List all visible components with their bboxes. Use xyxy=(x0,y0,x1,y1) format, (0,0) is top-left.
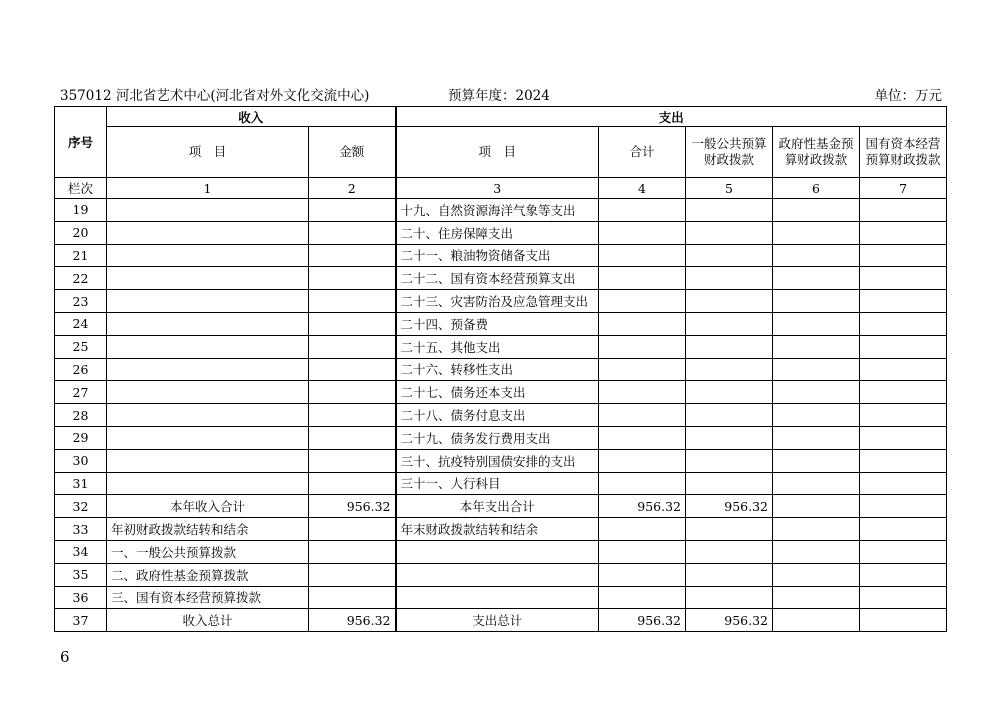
row-state-capital xyxy=(860,426,947,449)
row-income-amount xyxy=(309,449,396,472)
index-num: 3 xyxy=(396,178,599,199)
row-income-item: 收入总计 xyxy=(107,609,309,632)
row-seq: 26 xyxy=(55,358,107,381)
row-income-amount xyxy=(309,244,396,267)
table-row xyxy=(55,404,947,427)
table-row xyxy=(55,518,947,541)
row-income-item: 二、政府性基金预算拨款 xyxy=(107,563,309,586)
row-gov-fund xyxy=(773,199,860,222)
row-general-budget xyxy=(686,426,773,449)
row-income-amount xyxy=(309,267,396,290)
row-general-budget: 956.32 xyxy=(686,609,773,632)
row-expense-total: 956.32 xyxy=(599,495,686,518)
table-row xyxy=(55,312,947,335)
row-income-item xyxy=(107,358,309,381)
row-seq: 34 xyxy=(55,540,107,563)
row-seq: 28 xyxy=(55,404,107,427)
row-general-budget: 956.32 xyxy=(686,495,773,518)
row-income-item: 本年收入合计 xyxy=(107,495,309,518)
row-state-capital xyxy=(860,312,947,335)
unit-label: 单位：万元 xyxy=(874,88,942,104)
row-expense-total xyxy=(599,290,686,313)
row-state-capital xyxy=(860,449,947,472)
row-gov-fund xyxy=(773,381,860,404)
row-expense-total xyxy=(599,586,686,609)
index-label: 栏次 xyxy=(55,178,107,199)
row-income-item xyxy=(107,335,309,358)
index-num: 2 xyxy=(309,178,396,199)
row-state-capital xyxy=(860,586,947,609)
row-general-budget xyxy=(686,358,773,381)
row-expense-total xyxy=(599,221,686,244)
col-expense-total-header: 合计 xyxy=(599,127,686,178)
index-num: 1 xyxy=(107,178,309,199)
organization-name: 357012 河北省艺术中心(河北省对外文化交流中心) xyxy=(60,88,370,104)
row-state-capital xyxy=(860,518,947,541)
row-seq: 35 xyxy=(55,563,107,586)
row-expense-total xyxy=(599,381,686,404)
row-state-capital xyxy=(860,609,947,632)
row-general-budget xyxy=(686,404,773,427)
budget-year: 预算年度：2024 xyxy=(448,88,550,104)
row-state-capital xyxy=(860,404,947,427)
row-income-amount xyxy=(309,312,396,335)
row-expense-item: 支出总计 xyxy=(396,609,599,632)
row-expense-total: 956.32 xyxy=(599,609,686,632)
row-state-capital xyxy=(860,244,947,267)
row-income-item xyxy=(107,221,309,244)
budget-table xyxy=(54,106,947,632)
row-state-capital xyxy=(860,335,947,358)
col-gov-fund-header: 政府性基金预算财政拨款 xyxy=(773,127,860,178)
row-gov-fund xyxy=(773,609,860,632)
row-expense-item: 年末财政拨款结转和结余 xyxy=(396,518,599,541)
row-income-amount xyxy=(309,586,396,609)
table-row xyxy=(55,381,947,404)
row-income-item: 年初财政拨款结转和结余 xyxy=(107,518,309,541)
row-gov-fund xyxy=(773,244,860,267)
row-income-item xyxy=(107,244,309,267)
table-row xyxy=(55,495,947,518)
row-general-budget xyxy=(686,199,773,222)
row-seq: 22 xyxy=(55,267,107,290)
row-state-capital xyxy=(860,495,947,518)
row-income-item xyxy=(107,312,309,335)
row-state-capital xyxy=(860,358,947,381)
row-income-amount xyxy=(309,563,396,586)
index-num: 5 xyxy=(686,178,773,199)
row-general-budget xyxy=(686,290,773,313)
row-expense-total xyxy=(599,335,686,358)
row-expense-item: 本年支出合计 xyxy=(396,495,599,518)
row-gov-fund xyxy=(773,540,860,563)
row-expense-item: 十九、自然资源海洋气象等支出 xyxy=(396,199,599,222)
row-expense-total xyxy=(599,449,686,472)
row-expense-item xyxy=(396,586,599,609)
row-income-item xyxy=(107,404,309,427)
table-row xyxy=(55,290,947,313)
row-income-item xyxy=(107,381,309,404)
row-general-budget xyxy=(686,540,773,563)
col-expense-item-header: 项 目 xyxy=(396,127,599,178)
row-income-amount xyxy=(309,540,396,563)
row-income-item xyxy=(107,426,309,449)
row-income-item xyxy=(107,290,309,313)
row-general-budget xyxy=(686,267,773,290)
row-general-budget xyxy=(686,335,773,358)
row-income-amount xyxy=(309,404,396,427)
row-income-amount xyxy=(309,290,396,313)
index-num: 7 xyxy=(860,178,947,199)
table-row xyxy=(55,199,947,222)
row-state-capital xyxy=(860,221,947,244)
row-expense-item: 二十五、其他支出 xyxy=(396,335,599,358)
row-income-amount xyxy=(309,426,396,449)
index-row xyxy=(55,178,947,199)
row-expense-item xyxy=(396,563,599,586)
table-row xyxy=(55,335,947,358)
row-income-amount xyxy=(309,199,396,222)
table-row xyxy=(55,586,947,609)
row-gov-fund xyxy=(773,404,860,427)
row-expense-total xyxy=(599,358,686,381)
row-general-budget xyxy=(686,586,773,609)
row-state-capital xyxy=(860,290,947,313)
col-income-item-header: 项 目 xyxy=(107,127,309,178)
row-income-amount xyxy=(309,381,396,404)
row-gov-fund xyxy=(773,335,860,358)
row-seq: 32 xyxy=(55,495,107,518)
row-state-capital xyxy=(860,267,947,290)
row-gov-fund xyxy=(773,495,860,518)
col-expense-header: 支出 xyxy=(396,107,947,127)
row-gov-fund xyxy=(773,563,860,586)
row-general-budget xyxy=(686,472,773,495)
row-gov-fund xyxy=(773,290,860,313)
row-expense-item: 二十六、转移性支出 xyxy=(396,358,599,381)
row-income-item: 一、一般公共预算拨款 xyxy=(107,540,309,563)
row-gov-fund xyxy=(773,221,860,244)
row-gov-fund xyxy=(773,426,860,449)
row-seq: 20 xyxy=(55,221,107,244)
row-expense-total xyxy=(599,518,686,541)
row-expense-item xyxy=(396,540,599,563)
row-income-item xyxy=(107,267,309,290)
index-num: 6 xyxy=(773,178,860,199)
row-income-amount xyxy=(309,518,396,541)
row-income-item xyxy=(107,449,309,472)
col-state-capital-header: 国有资本经营预算财政拨款 xyxy=(860,127,947,178)
row-income-amount xyxy=(309,472,396,495)
row-seq: 19 xyxy=(55,199,107,222)
row-expense-total xyxy=(599,312,686,335)
row-income-amount xyxy=(309,358,396,381)
row-expense-total xyxy=(599,267,686,290)
index-num: 4 xyxy=(599,178,686,199)
row-general-budget xyxy=(686,221,773,244)
row-state-capital xyxy=(860,563,947,586)
table-row xyxy=(55,563,947,586)
col-income-amount-header: 金额 xyxy=(309,127,396,178)
page-number: 6 xyxy=(60,648,70,666)
row-income-item: 三、国有资本经营预算拨款 xyxy=(107,586,309,609)
col-income-header: 收入 xyxy=(107,107,396,127)
row-expense-item: 二十二、国有资本经营预算支出 xyxy=(396,267,599,290)
row-gov-fund xyxy=(773,518,860,541)
row-expense-total xyxy=(599,426,686,449)
row-income-amount: 956.32 xyxy=(309,495,396,518)
row-income-item xyxy=(107,472,309,495)
row-seq: 36 xyxy=(55,586,107,609)
row-expense-item: 二十九、债务发行费用支出 xyxy=(396,426,599,449)
table-row xyxy=(55,472,947,495)
row-state-capital xyxy=(860,472,947,495)
row-expense-item: 二十、住房保障支出 xyxy=(396,221,599,244)
row-expense-total xyxy=(599,540,686,563)
row-general-budget xyxy=(686,381,773,404)
table-row xyxy=(55,540,947,563)
table-row xyxy=(55,358,947,381)
table-row xyxy=(55,449,947,472)
row-expense-item: 二十八、债务付息支出 xyxy=(396,404,599,427)
row-expense-total xyxy=(599,404,686,427)
row-gov-fund xyxy=(773,449,860,472)
row-gov-fund xyxy=(773,267,860,290)
row-seq: 37 xyxy=(55,609,107,632)
row-expense-item: 二十七、债务还本支出 xyxy=(396,381,599,404)
row-seq: 21 xyxy=(55,244,107,267)
row-general-budget xyxy=(686,563,773,586)
table-row xyxy=(55,426,947,449)
row-seq: 29 xyxy=(55,426,107,449)
row-expense-item: 三十、抗疫特别国债安排的支出 xyxy=(396,449,599,472)
row-expense-total xyxy=(599,472,686,495)
row-seq: 25 xyxy=(55,335,107,358)
row-seq: 33 xyxy=(55,518,107,541)
row-general-budget xyxy=(686,449,773,472)
row-state-capital xyxy=(860,199,947,222)
row-general-budget xyxy=(686,244,773,267)
table-row xyxy=(55,267,947,290)
table-row xyxy=(55,609,947,632)
row-expense-total xyxy=(599,563,686,586)
row-state-capital xyxy=(860,540,947,563)
table-row xyxy=(55,221,947,244)
table-row xyxy=(55,244,947,267)
row-seq: 23 xyxy=(55,290,107,313)
report-header xyxy=(60,84,942,104)
row-gov-fund xyxy=(773,358,860,381)
row-income-item xyxy=(107,199,309,222)
row-general-budget xyxy=(686,518,773,541)
row-gov-fund xyxy=(773,472,860,495)
row-seq: 31 xyxy=(55,472,107,495)
col-seq-header: 序号 xyxy=(55,107,107,178)
row-seq: 24 xyxy=(55,312,107,335)
row-income-amount: 956.32 xyxy=(309,609,396,632)
row-gov-fund xyxy=(773,312,860,335)
row-expense-item: 二十一、粮油物资储备支出 xyxy=(396,244,599,267)
row-expense-item: 二十三、灾害防治及应急管理支出 xyxy=(396,290,599,313)
row-gov-fund xyxy=(773,586,860,609)
row-state-capital xyxy=(860,381,947,404)
col-general-budget-header: 一般公共预算财政拨款 xyxy=(686,127,773,178)
row-expense-item: 三十一、人行科目 xyxy=(396,472,599,495)
row-seq: 30 xyxy=(55,449,107,472)
row-expense-total xyxy=(599,244,686,267)
row-expense-total xyxy=(599,199,686,222)
row-income-amount xyxy=(309,221,396,244)
row-income-amount xyxy=(309,335,396,358)
row-seq: 27 xyxy=(55,381,107,404)
row-expense-item: 二十四、预备费 xyxy=(396,312,599,335)
row-general-budget xyxy=(686,312,773,335)
